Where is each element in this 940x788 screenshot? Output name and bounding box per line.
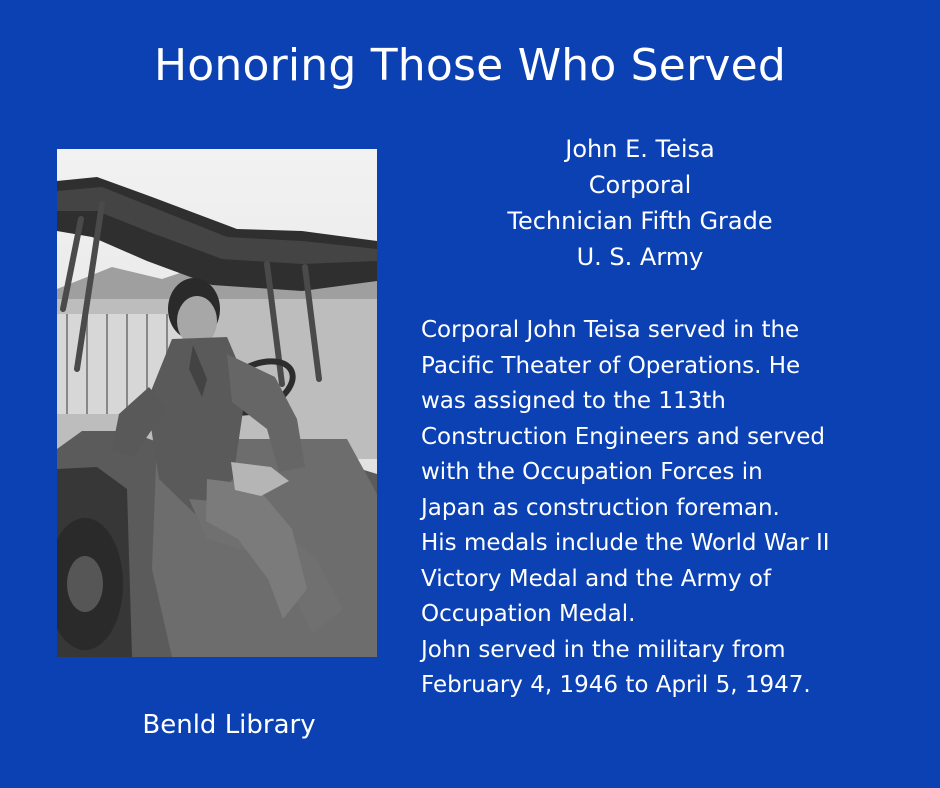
- jeep-soldier-photo-icon: [57, 149, 377, 657]
- biography-line: John served in the military from: [421, 636, 786, 663]
- biography-line: Victory Medal and the Army of: [421, 565, 772, 592]
- library-caption: Benld Library: [142, 710, 316, 740]
- page-title: Honoring Those Who Served: [153, 40, 787, 91]
- service-member-rank: Corporal: [588, 171, 692, 199]
- biography-line: Occupation Medal.: [421, 601, 636, 627]
- soldier-photo: [57, 149, 377, 657]
- biography-line: February 4, 1946 to April 5, 1947.: [421, 672, 811, 698]
- biography: [421, 313, 921, 704]
- service-member-grade: Technician Fifth Grade: [507, 207, 773, 235]
- biography-line: Construction Engineers and served: [421, 423, 826, 450]
- biography-line: with the Occupation Forces in: [421, 459, 763, 485]
- biography-line: Corporal John Teisa served in the: [421, 317, 800, 343]
- service-member-branch: U. S. Army: [576, 243, 704, 271]
- biography-line: Pacific Theater of Operations. He: [421, 352, 801, 379]
- biography-line: His medals include the World War II: [421, 530, 830, 556]
- biography-line: Japan as construction foreman.: [421, 494, 780, 521]
- biography-line: was assigned to the 113th: [421, 388, 726, 414]
- service-member-details: [460, 131, 820, 275]
- service-member-name: John E. Teisa: [565, 135, 715, 163]
